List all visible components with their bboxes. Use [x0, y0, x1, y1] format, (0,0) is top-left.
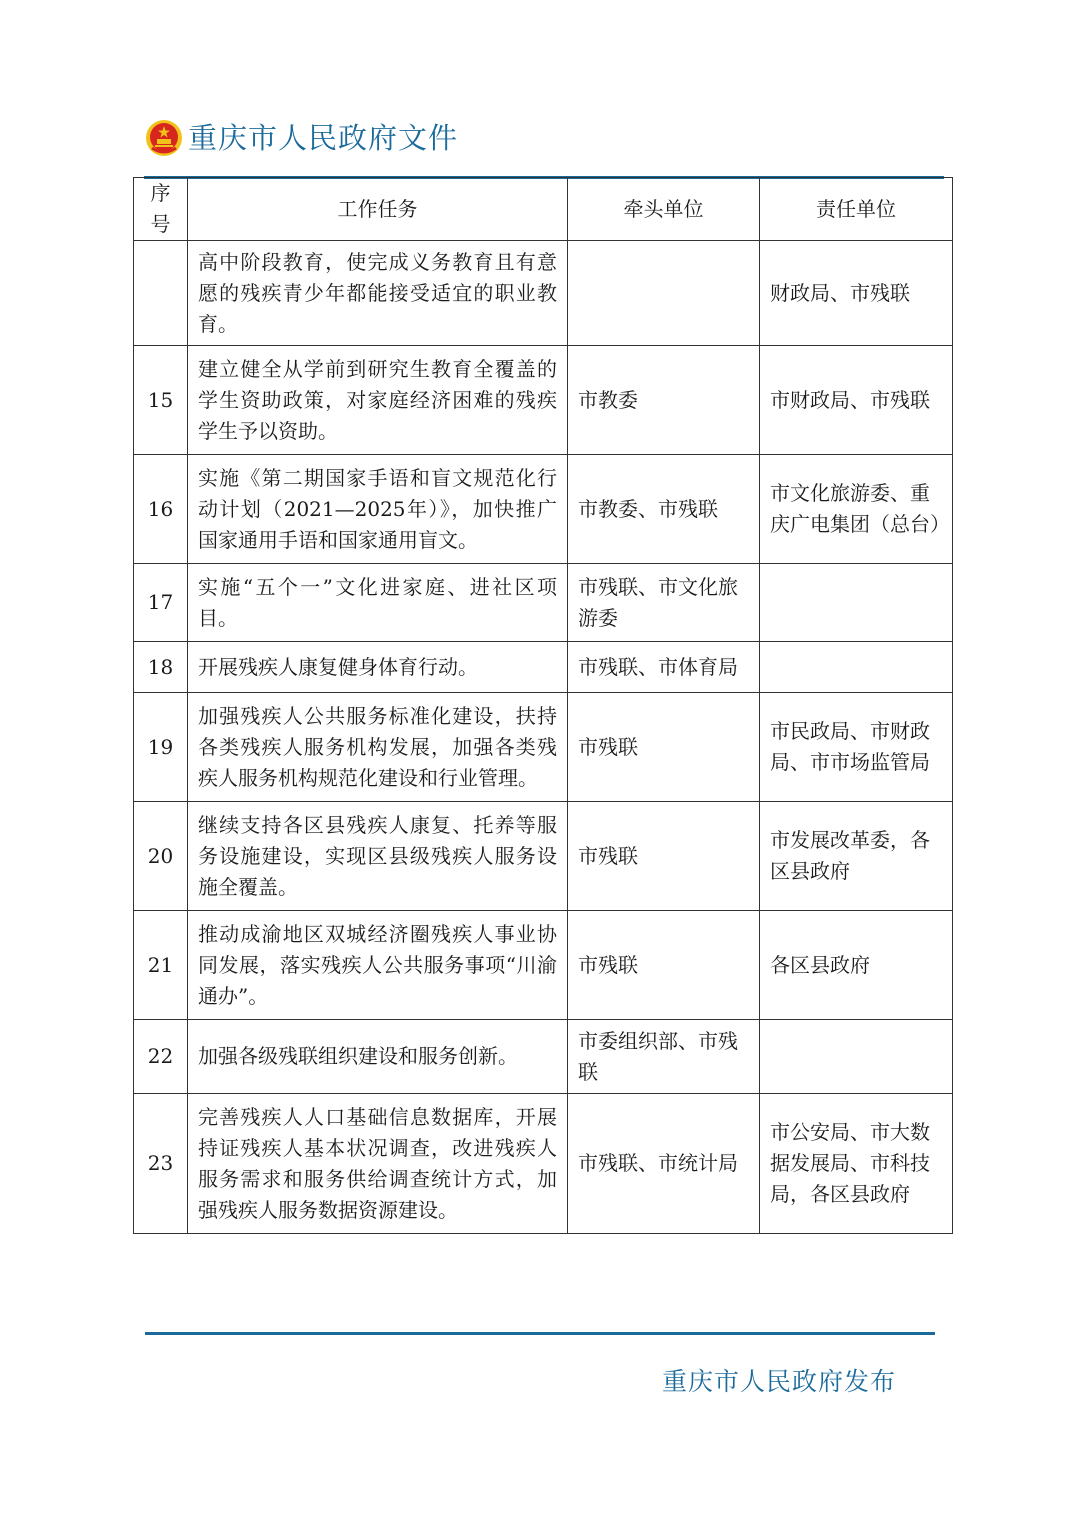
row-responsible-unit: 市民政局、市财政局、市市场监管局	[760, 693, 953, 802]
table-row	[134, 241, 953, 346]
row-lead-unit: 市残联、市统计局	[568, 1094, 760, 1234]
header-title: 重庆市人民政府文件	[188, 121, 459, 155]
row-responsible-unit: 各区县政府	[760, 911, 953, 1020]
row-responsible-unit: 市财政局、市残联	[760, 346, 953, 455]
row-number: 20	[134, 802, 188, 911]
row-responsible-unit: 市公安局、市大数据发展局、市科技局，各区县政府	[760, 1094, 953, 1234]
row-task: 推动成渝地区双城经济圈残疾人事业协同发展，落实残疾人公共服务事项“川渝通办”。	[188, 911, 568, 1020]
row-number: 18	[134, 642, 188, 693]
row-lead-unit: 市教委、市残联	[568, 455, 760, 564]
row-number: 15	[134, 346, 188, 455]
task-table	[133, 177, 953, 1234]
column-header-responsible-unit: 责任单位	[760, 178, 953, 241]
row-task: 继续支持各区县残疾人康复、托养等服务设施建设，实现区县级残疾人服务设施全覆盖。	[188, 802, 568, 911]
row-lead-unit: 市残联	[568, 693, 760, 802]
row-number: 22	[134, 1020, 188, 1094]
row-number: 17	[134, 564, 188, 642]
table-header-row	[134, 178, 953, 241]
table-row	[134, 642, 953, 693]
row-task: 实施“五个一”文化进家庭、进社区项目。	[188, 564, 568, 642]
row-lead-unit: 市残联、市文化旅游委	[568, 564, 760, 642]
national-emblem-icon	[144, 118, 184, 158]
row-lead-unit	[568, 241, 760, 346]
table-row	[134, 1094, 953, 1234]
row-responsible-unit	[760, 564, 953, 642]
table-row	[134, 693, 953, 802]
row-task: 开展残疾人康复健身体育行动。	[188, 642, 568, 693]
row-responsible-unit	[760, 1020, 953, 1094]
row-number: 21	[134, 911, 188, 1020]
table-row	[134, 564, 953, 642]
row-responsible-unit: 市文化旅游委、重庆广电集团（总台）	[760, 455, 953, 564]
row-task: 加强各级残联组织建设和服务创新。	[188, 1020, 568, 1094]
column-header-task: 工作任务	[188, 178, 568, 241]
row-lead-unit: 市残联	[568, 911, 760, 1020]
row-lead-unit: 市委组织部、市残联	[568, 1020, 760, 1094]
row-lead-unit: 市教委	[568, 346, 760, 455]
row-lead-unit: 市残联、市体育局	[568, 642, 760, 693]
footer-divider	[145, 1332, 935, 1335]
row-responsible-unit	[760, 642, 953, 693]
row-responsible-unit: 财政局、市残联	[760, 241, 953, 346]
row-task: 高中阶段教育，使完成义务教育且有意愿的残疾青少年都能接受适宜的职业教育。	[188, 241, 568, 346]
row-lead-unit: 市残联	[568, 802, 760, 911]
row-number: 16	[134, 455, 188, 564]
row-number: 19	[134, 693, 188, 802]
column-header-number: 序号	[134, 178, 188, 241]
document-header	[144, 118, 458, 158]
table-row	[134, 346, 953, 455]
row-task: 加强残疾人公共服务标准化建设，扶持各类残疾人服务机构发展，加强各类残疾人服务机构规范化建设和行业管理。	[188, 693, 568, 802]
footer-publisher: 重庆市人民政府发布	[662, 1367, 897, 1396]
table-row	[134, 802, 953, 911]
table-row	[134, 455, 953, 564]
row-task: 完善残疾人人口基础信息数据库，开展持证残疾人基本状况调查，改进残疾人服务需求和服务供给调查统计方式，加强残疾人服务数据资源建设。	[188, 1094, 568, 1234]
row-task: 实施《第二期国家手语和盲文规范化行动计划（2021—2025年）》，加快推广国家通用手语和国家通用盲文。	[188, 455, 568, 564]
row-number: 23	[134, 1094, 188, 1234]
row-number	[134, 241, 188, 346]
column-header-lead-unit: 牵头单位	[568, 178, 760, 241]
table-row	[134, 911, 953, 1020]
row-responsible-unit: 市发展改革委，各区县政府	[760, 802, 953, 911]
row-task: 建立健全从学前到研究生教育全覆盖的学生资助政策，对家庭经济困难的残疾学生予以资助。	[188, 346, 568, 455]
table-row	[134, 1020, 953, 1094]
